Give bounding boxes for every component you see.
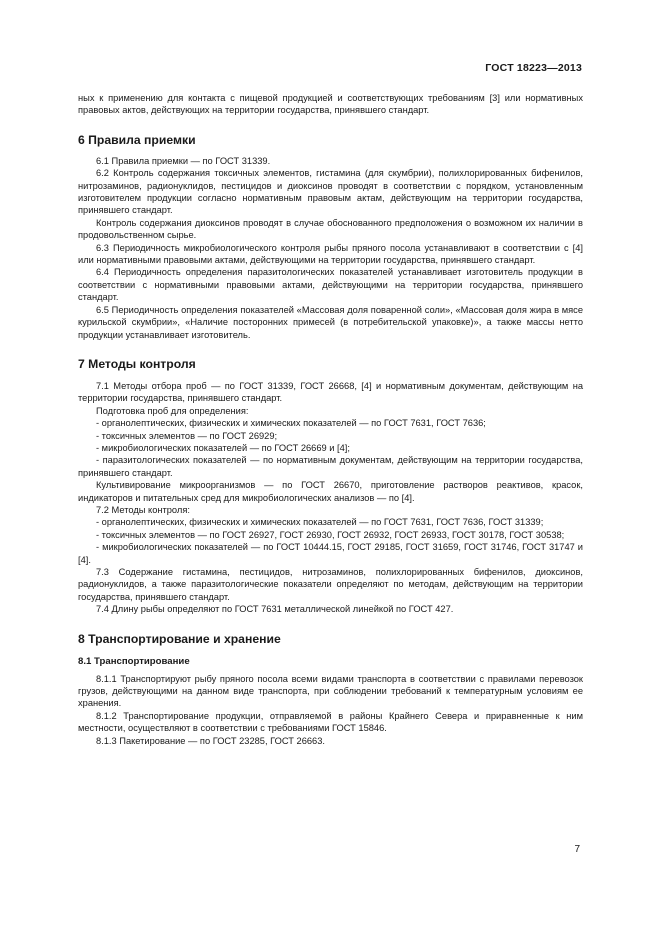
paragraph-6-5: 6.5 Периодичность определения показателей «Массовая доля поваренной соли», «Массовая доля жира в мясе курильской скумбрии», «Наличие посторонних примесей (в потребительской упаковке)», а также массы нетто продукции устанавливает изготовитель. — [78, 304, 583, 340]
section-8-heading: 8 Транспортирование и хранение — [78, 631, 281, 646]
paragraph-7-3: 7.3 Содержание гистамина, пестицидов, нитрозаминов, полихлорированных бифенилов, диоксинов, радионуклидов, а также паразитологические показатели определяют по методам, действующим на территории государства, принявшего стандарт. — [78, 567, 583, 602]
paragraph-8-1-1: 8.1.1 Транспортируют рыбу пряного посола всеми видами транспорта в соответствии с правилами перевозок грузов, действующими на данном виде транспорта, при соблюдении требований к температурным условиям ее хранения. — [78, 673, 583, 709]
page-content — [78, 92, 583, 747]
intro-paragraph: ных к применению для контакта с пищевой продукцией и соответствующих требованиям [3] или нормативных правовых актов, действующих на территории государства, принявшего стандарт. — [78, 93, 583, 116]
list-item: - токсичных элементов — по ГОСТ 26927, ГОСТ 26930, ГОСТ 26932, ГОСТ 26933, ГОСТ 30178, ГОСТ 30538; — [96, 529, 565, 540]
paragraph-7-1: 7.1 Методы отбора проб — по ГОСТ 31339, ГОСТ 26668, [4] и нормативным документам, действующим на территории государства, принявшего стандарт. — [78, 380, 583, 404]
section-6-heading: 6 Правила приемки — [78, 132, 196, 147]
page-number: 7 — [574, 844, 580, 855]
paragraph-6-3: 6.3 Периодичность микробиологического контроля рыбы пряного посола устанавливают в соответствии с [4] или нормативными правовыми актами, действующими на территории государства, принявшего стандарт. — [78, 242, 583, 266]
paragraph-6-2: 6.2 Контроль содержания токсичных элементов, гистамина (для скумбрии), полихлорированных бифенилов, нитрозаминов, радионуклидов, пестицидов и диоксинов проводят в соответствии с порядком, установленным изготовителем продукции согласно нормативным правовым актам, действующим на территории государства, принявшего стандарт. — [78, 168, 583, 216]
document-code: ГОСТ 18223—2013 — [485, 62, 582, 74]
paragraph-6-2-dioxins: Контроль содержания диоксинов проводят в случае обоснованного предположения о возможном их наличии в продовольственном сырье. — [78, 217, 583, 241]
list-item: - микробиологических показателей — по ГОСТ 10444.15, ГОСТ 29185, ГОСТ 31659, ГОСТ 31746, ГОСТ 31747 и [4]. — [78, 542, 583, 565]
subsection-8-1-heading: 8.1 Транспортирование — [78, 655, 190, 667]
paragraph-7-2: 7.2 Методы контроля: — [96, 504, 190, 515]
paragraph-6-1: 6.1 Правила приемки — по ГОСТ 31339. — [96, 155, 271, 166]
list-item: - паразитологических показателей — по нормативным документам, действующим на территории государства, принявшего стандарт. — [78, 455, 583, 478]
paragraph-7-1-cultivation: Культивирование микроорганизмов — по ГОСТ 26670, приготовление растворов реактивов, красок, индикаторов и питательных сред для микробиологических анализов — по [4]. — [78, 480, 583, 503]
paragraph-8-1-2: 8.1.2 Транспортирование продукции, отправляемой в районы Крайнего Севера и приравненные к ним местности, осуществляют в соответствии с требованиями ГОСТ 15846. — [78, 710, 583, 734]
paragraph-6-4: 6.4 Периодичность определения паразитологических показателей устанавливает изготовитель продукции в соответствии с нормативными правовыми актами, действующими на территории государства, принявшего стандарт. — [78, 267, 583, 303]
paragraph-7-4: 7.4 Длину рыбы определяют по ГОСТ 7631 металлической линейкой по ГОСТ 427. — [96, 604, 454, 615]
paragraph-8-1-3: 8.1.3 Пакетирование — по ГОСТ 23285, ГОСТ 26663. — [96, 735, 325, 746]
list-item: - токсичных элементов — по ГОСТ 26929; — [96, 430, 278, 441]
list-item: - органолептических, физических и химических показателей — по ГОСТ 7631, ГОСТ 7636, ГОСТ 31339; — [96, 517, 544, 528]
paragraph-7-1-prep: Подготовка проб для определения: — [96, 405, 249, 416]
section-7-heading: 7 Методы контроля — [78, 356, 196, 371]
list-item: - микробиологических показателей — по ГОСТ 26669 и [4]; — [96, 442, 350, 453]
list-item: - органолептических, физических и химических показателей — по ГОСТ 7631, ГОСТ 7636; — [96, 418, 486, 429]
